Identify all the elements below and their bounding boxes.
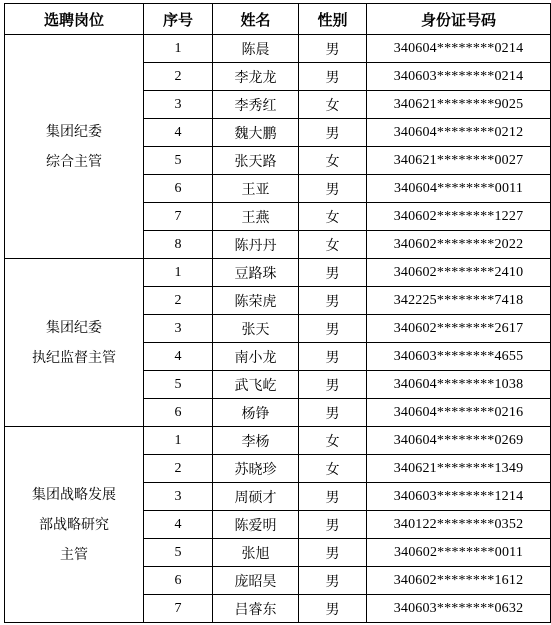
name-cell: 李杨 bbox=[213, 427, 299, 455]
name-cell: 豆路珠 bbox=[213, 259, 299, 287]
seq-cell: 5 bbox=[144, 539, 213, 567]
name-cell: 武飞屹 bbox=[213, 371, 299, 399]
name-cell: 吕睿东 bbox=[213, 595, 299, 623]
gender-cell: 男 bbox=[299, 259, 367, 287]
id-number-cell: 340603********0632 bbox=[367, 595, 551, 623]
name-cell: 李龙龙 bbox=[213, 63, 299, 91]
position-cell bbox=[5, 259, 144, 427]
name-cell: 苏晓珍 bbox=[213, 455, 299, 483]
seq-cell: 3 bbox=[144, 315, 213, 343]
seq-cell: 7 bbox=[144, 203, 213, 231]
candidate-roster-table bbox=[4, 3, 551, 623]
gender-cell: 男 bbox=[299, 539, 367, 567]
id-number-cell: 340604********0011 bbox=[367, 175, 551, 203]
seq-cell: 2 bbox=[144, 287, 213, 315]
gender-cell: 男 bbox=[299, 63, 367, 91]
header-row bbox=[5, 4, 551, 35]
name-cell: 王亚 bbox=[213, 175, 299, 203]
position-line: 部战略研究 bbox=[39, 516, 109, 533]
seq-cell: 7 bbox=[144, 595, 213, 623]
name-cell: 南小龙 bbox=[213, 343, 299, 371]
gender-cell: 男 bbox=[299, 511, 367, 539]
id-number-cell: 340602********2022 bbox=[367, 231, 551, 259]
name-cell: 陈丹丹 bbox=[213, 231, 299, 259]
id-number-cell: 340621********1349 bbox=[367, 455, 551, 483]
gender-cell: 男 bbox=[299, 175, 367, 203]
id-number-cell: 340602********0011 bbox=[367, 539, 551, 567]
name-cell: 陈荣虎 bbox=[213, 287, 299, 315]
id-number-cell: 340122********0352 bbox=[367, 511, 551, 539]
position-line: 执纪监督主管 bbox=[32, 349, 116, 366]
seq-cell: 4 bbox=[144, 511, 213, 539]
position-line: 集团战略发展 bbox=[32, 486, 116, 503]
seq-cell: 1 bbox=[144, 427, 213, 455]
id-number-cell: 340603********1214 bbox=[367, 483, 551, 511]
id-number-cell: 340604********0212 bbox=[367, 119, 551, 147]
name-cell: 王燕 bbox=[213, 203, 299, 231]
header-seq: 序号 bbox=[144, 4, 213, 35]
name-cell: 魏大鹏 bbox=[213, 119, 299, 147]
position-line: 集团纪委 bbox=[46, 319, 102, 336]
gender-cell: 男 bbox=[299, 287, 367, 315]
name-cell: 张天路 bbox=[213, 147, 299, 175]
seq-cell: 6 bbox=[144, 175, 213, 203]
gender-cell: 女 bbox=[299, 147, 367, 175]
id-number-cell: 340604********0214 bbox=[367, 35, 551, 63]
id-number-cell: 340621********0027 bbox=[367, 147, 551, 175]
gender-cell: 女 bbox=[299, 203, 367, 231]
seq-cell: 5 bbox=[144, 147, 213, 175]
gender-cell: 女 bbox=[299, 231, 367, 259]
gender-cell: 男 bbox=[299, 35, 367, 63]
id-number-cell: 340603********4655 bbox=[367, 343, 551, 371]
roster-body bbox=[5, 35, 551, 623]
position-line: 主管 bbox=[60, 546, 88, 563]
header-name: 姓名 bbox=[213, 4, 299, 35]
table-row bbox=[5, 35, 551, 63]
seq-cell: 2 bbox=[144, 63, 213, 91]
seq-cell: 6 bbox=[144, 399, 213, 427]
id-number-cell: 340602********2410 bbox=[367, 259, 551, 287]
gender-cell: 男 bbox=[299, 567, 367, 595]
gender-cell: 男 bbox=[299, 119, 367, 147]
gender-cell: 男 bbox=[299, 371, 367, 399]
name-cell: 张天 bbox=[213, 315, 299, 343]
header-position: 选聘岗位 bbox=[5, 4, 144, 35]
seq-cell: 6 bbox=[144, 567, 213, 595]
table-row bbox=[5, 427, 551, 455]
gender-cell: 男 bbox=[299, 399, 367, 427]
seq-cell: 3 bbox=[144, 483, 213, 511]
header-gender: 性别 bbox=[299, 4, 367, 35]
gender-cell: 男 bbox=[299, 595, 367, 623]
gender-cell: 女 bbox=[299, 91, 367, 119]
seq-cell: 8 bbox=[144, 231, 213, 259]
name-cell: 庞昭昊 bbox=[213, 567, 299, 595]
gender-cell: 男 bbox=[299, 315, 367, 343]
gender-cell: 男 bbox=[299, 483, 367, 511]
seq-cell: 5 bbox=[144, 371, 213, 399]
name-cell: 张旭 bbox=[213, 539, 299, 567]
id-number-cell: 340621********9025 bbox=[367, 91, 551, 119]
name-cell: 陈晨 bbox=[213, 35, 299, 63]
seq-cell: 1 bbox=[144, 35, 213, 63]
seq-cell: 4 bbox=[144, 119, 213, 147]
id-number-cell: 340603********0214 bbox=[367, 63, 551, 91]
seq-cell: 1 bbox=[144, 259, 213, 287]
id-number-cell: 340602********1612 bbox=[367, 567, 551, 595]
gender-cell: 女 bbox=[299, 427, 367, 455]
position-cell bbox=[5, 427, 144, 623]
gender-cell: 女 bbox=[299, 455, 367, 483]
position-line: 集团纪委 bbox=[46, 123, 102, 140]
name-cell: 杨铮 bbox=[213, 399, 299, 427]
header-id-number: 身份证号码 bbox=[367, 4, 551, 35]
id-number-cell: 340602********1227 bbox=[367, 203, 551, 231]
id-number-cell: 340602********2617 bbox=[367, 315, 551, 343]
seq-cell: 3 bbox=[144, 91, 213, 119]
seq-cell: 2 bbox=[144, 455, 213, 483]
position-cell bbox=[5, 35, 144, 259]
name-cell: 李秀红 bbox=[213, 91, 299, 119]
name-cell: 周硕才 bbox=[213, 483, 299, 511]
id-number-cell: 340604********0216 bbox=[367, 399, 551, 427]
table-row bbox=[5, 259, 551, 287]
name-cell: 陈爱明 bbox=[213, 511, 299, 539]
seq-cell: 4 bbox=[144, 343, 213, 371]
id-number-cell: 340604********0269 bbox=[367, 427, 551, 455]
gender-cell: 男 bbox=[299, 343, 367, 371]
position-line: 综合主管 bbox=[46, 153, 102, 170]
id-number-cell: 340604********1038 bbox=[367, 371, 551, 399]
id-number-cell: 342225********7418 bbox=[367, 287, 551, 315]
